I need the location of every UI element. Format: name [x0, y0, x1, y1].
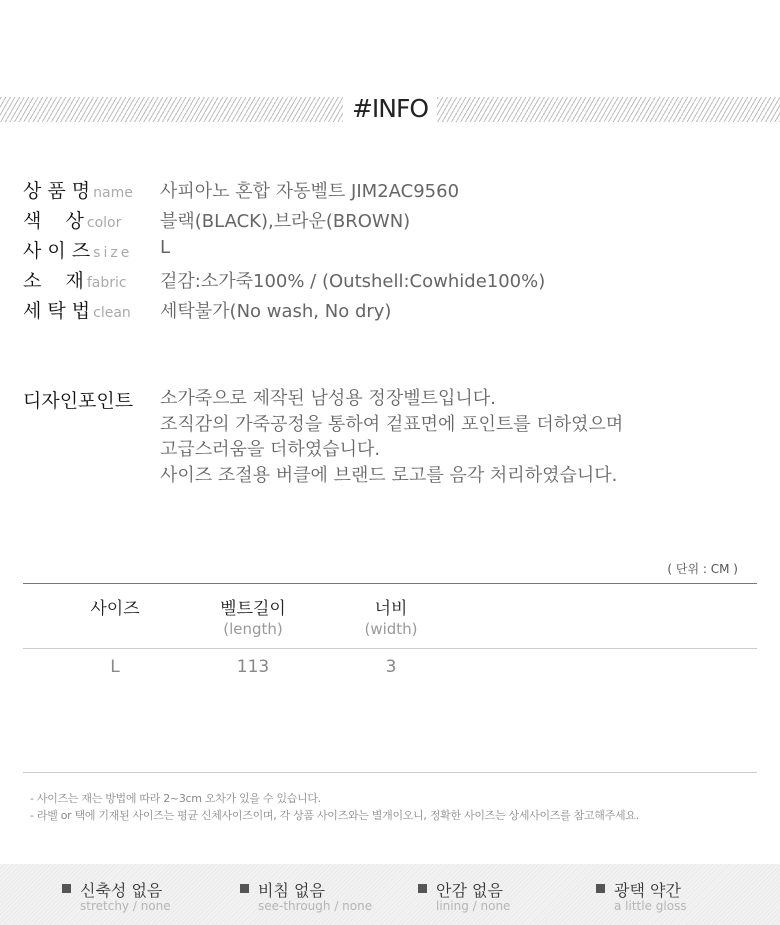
feature-label: 광택 약간 [614, 881, 681, 900]
spec-label-sub: fabric [86, 275, 127, 291]
table-cell-length: 113 [236, 657, 270, 677]
design-point-line: 고급스러움을 더하였습니다. [160, 439, 381, 460]
feature-bar [0, 864, 780, 925]
spec-value: 사피아노 혼합 자동벨트 JIM2AC9560 [160, 181, 460, 202]
spec-row-name [23, 176, 743, 202]
feature-sub: lining / none [436, 899, 511, 913]
square-bullet-icon [418, 884, 427, 893]
spec-label: 상 품 명 name [23, 180, 133, 202]
feature-sub: see-through / none [258, 899, 373, 913]
design-point-line: 사이즈 조절용 버클에 브랜드 로고를 음각 처리하였습니다. [160, 464, 618, 486]
table-bottom-rule [23, 772, 757, 773]
note-line: - 사이즈는 재는 방법에 따라 2~3cm 오차가 있을 수 있습니다. [30, 792, 321, 805]
spec-value: 블랙(BLACK),브라운(BROWN) [160, 211, 411, 232]
feature-sub: a little gloss [614, 899, 687, 913]
square-bullet-icon [62, 884, 71, 893]
info-title: #INFO [351, 94, 429, 123]
note-line: - 라벨 or 택에 기재된 사이즈는 평균 신체사이즈이며, 각 상품 사이즈와는 별개이오니, 정확한 사이즈는 상세사이즈를 참고해주세요. [30, 809, 639, 822]
feature-sub: stretchy / none [80, 899, 171, 913]
table-header-width-sub: (width) [364, 620, 418, 638]
feature-label: 신축성 없음 [80, 881, 163, 900]
spec-row-color [23, 206, 743, 232]
spec-row-clean [23, 296, 743, 322]
spec-label: 소 재 fabric [23, 270, 127, 292]
feature-label: 비침 없음 [258, 881, 325, 900]
table-header-length-sub: (length) [223, 620, 283, 638]
unit-label: ( 단위 : CM ) [667, 562, 738, 576]
spec-row-size [23, 236, 743, 262]
square-bullet-icon [596, 884, 605, 893]
spec-label-sub: size [93, 245, 133, 261]
design-point-line: 소가죽으로 제작된 남성용 정장벨트입니다. [160, 388, 496, 409]
header-hatch-left [0, 97, 343, 122]
table-cell-width: 3 [385, 657, 397, 677]
spec-label-sub: clean [93, 305, 131, 321]
table-cell-size: L [110, 657, 120, 677]
table-header-length: 벨트길이 [220, 599, 286, 619]
table-header-size: 사이즈 [90, 599, 140, 619]
spec-value: 겉감:소가죽100% / (Outshell:Cowhide100%) [160, 271, 546, 292]
square-bullet-icon [240, 884, 249, 893]
size-notes [30, 790, 639, 824]
spec-label-sub: color [86, 215, 122, 231]
table-header-rule [23, 648, 757, 649]
spec-label: 세 탁 법 clean [23, 300, 131, 322]
design-point-line: 조직감의 가죽공정을 통하여 겉표면에 포인트를 더하였으며 [160, 413, 624, 435]
header-hatch-right [437, 97, 780, 122]
spec-value: 세탁불가(No wash, No dry) [160, 301, 392, 322]
spec-label: 사 이 즈 size [23, 240, 133, 262]
spec-row-fabric [23, 266, 743, 292]
spec-label-sub: name [93, 185, 133, 201]
spec-value: L [160, 237, 171, 258]
table-header-width: 너비 [374, 599, 408, 619]
design-point-text [160, 386, 623, 488]
feature-label: 안감 없음 [436, 881, 503, 900]
design-point-label: 디자인포인트 [23, 390, 134, 412]
table-top-rule [23, 583, 757, 584]
spec-label: 색 상 color [23, 210, 122, 232]
